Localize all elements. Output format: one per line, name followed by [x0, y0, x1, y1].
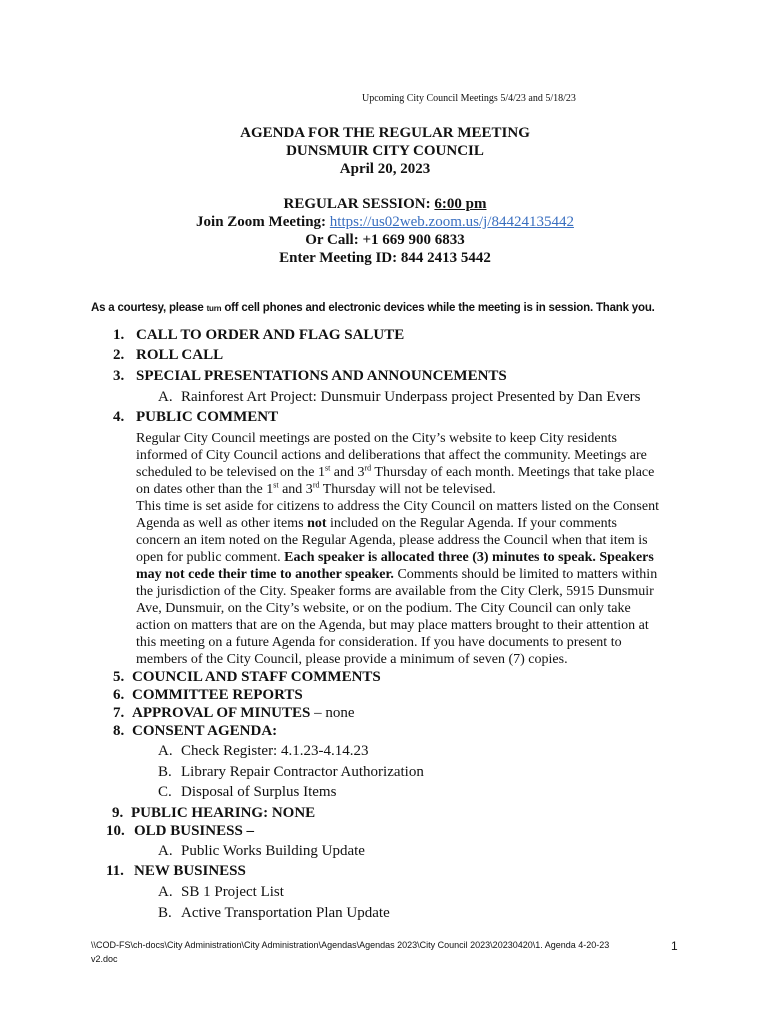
subitem-letter: A. [158, 389, 173, 405]
item-label: CALL TO ORDER AND FLAG SALUTE [136, 327, 405, 343]
item-number: 1. [113, 327, 125, 343]
subitem-text: Public Works Building Update [181, 843, 365, 859]
text-line: scheduled to be televised on the 1st and 3rd Thursday of each month. Meetings that take place [136, 463, 655, 480]
item-number: 11. [106, 863, 124, 879]
item-label: COMMITTEE REPORTS [132, 687, 303, 703]
subitem-letter: A. [158, 743, 173, 759]
page-number: 1 [671, 939, 678, 953]
agenda-item-6 [113, 687, 303, 704]
item-number: 2. [113, 347, 125, 363]
item-label: NEW BUSINESS [134, 863, 246, 879]
text-line: may not cede their time to another speaker. Comments should be limited to matters within [136, 567, 658, 582]
item-number: 8. [113, 723, 125, 739]
subitem-letter: B. [158, 905, 172, 921]
text-line: Ave, Dunsmuir, on the City’s website, or on the podium. The City Council can only take [136, 601, 631, 616]
text-line: This time is set aside for citizens to address the City Council on matters listed on the Consent [136, 499, 659, 514]
agenda-item-4 [113, 409, 278, 426]
subitem-text: Rainforest Art Project: Dunsmuir Underpass project Presented by Dan Evers [181, 389, 641, 405]
text-line: open for public comment. Each speaker is allocated three (3) minutes to speak. Speakers [136, 550, 654, 565]
text-line: on dates other than the 1st and 3rd Thursday will not be televised. [136, 480, 496, 497]
courtesy-small-word: turn [206, 304, 222, 313]
subitem-letter: B. [158, 764, 172, 780]
agenda-title: AGENDA FOR THE REGULAR MEETING [240, 125, 530, 141]
text-line: Regular City Council meetings are posted on the City’s website to keep City residents [136, 431, 617, 446]
meeting-id-line: Enter Meeting ID: 844 2413 5442 [279, 250, 491, 266]
agenda-subitem-8c [158, 784, 336, 801]
agenda-item-11 [106, 863, 246, 880]
subitem-text: Check Register: 4.1.23-4.14.23 [181, 743, 369, 759]
courtesy-notice [91, 302, 655, 314]
item-label: PUBLIC COMMENT [136, 409, 279, 425]
file-path-footer [91, 938, 609, 966]
subitem-letter: A. [158, 843, 173, 859]
session-label: REGULAR SESSION: [283, 196, 431, 212]
item-label: COUNCIL AND STAFF COMMENTS [132, 669, 381, 685]
regular-session-line [0, 195, 770, 213]
session-time: 6:00 pm [434, 196, 487, 212]
agenda-item-10 [106, 823, 254, 840]
text-line: action on matters that are on the Agenda, but may place matters brought to their attention at [136, 618, 649, 633]
item-label: APPROVAL OF MINUTES [132, 705, 311, 721]
file-path-line: \\COD-FS\ch-docs\City Administration\City Administration\Agendas\Agendas 2023\City Council 2023\20230420\1. Agenda 4-20-23 [91, 940, 610, 950]
agenda-subitem-3a [158, 389, 640, 406]
public-comment-text [136, 430, 659, 668]
text-line: the jurisdiction of the City. Speaker forms are available from the City Clerk, 5915 Dunsmuir [136, 584, 654, 599]
item-suffix: – none [310, 705, 355, 721]
text-line: members of the City Council, please provide a minimum of seven (7) copies. [136, 652, 568, 667]
subitem-text: Disposal of Surplus Items [181, 784, 337, 800]
meeting-date: April 20, 2023 [339, 161, 431, 177]
item-number: 7. [113, 705, 125, 721]
council-name: DUNSMUIR CITY COUNCIL [286, 143, 484, 159]
text-line: this meeting on a future Agenda for consideration. If you have documents to present to [136, 635, 622, 650]
agenda-subitem-11b [158, 905, 390, 922]
text-line: informed of City Council actions and deliberations that affect the community. Meetings are [136, 448, 647, 463]
item-label: PUBLIC HEARING: NONE [131, 805, 316, 821]
subitem-text: SB 1 Project List [181, 884, 284, 900]
subitem-letter: A. [158, 884, 173, 900]
agenda-subitem-11a [158, 884, 284, 901]
agenda-item-8 [113, 723, 277, 740]
courtesy-part1: As a courtesy, please [91, 302, 204, 314]
agenda-item-7 [113, 705, 355, 722]
agenda-item-2 [113, 347, 223, 364]
item-number: 4. [113, 409, 125, 425]
item-label: CONSENT AGENDA: [132, 723, 278, 739]
agenda-item-1 [113, 327, 404, 344]
item-number: 3. [113, 368, 125, 384]
zoom-link[interactable]: https://us02web.zoom.us/j/84424135442 [329, 214, 574, 230]
zoom-line [0, 213, 770, 231]
header-note: Upcoming City Council Meetings 5/4/23 and 5/18/23 [362, 93, 576, 104]
item-number: 6. [113, 687, 125, 703]
agenda-item-3 [113, 368, 507, 385]
call-line: Or Call: +1 669 900 6833 [305, 232, 465, 248]
zoom-label: Join Zoom Meeting: [196, 214, 327, 230]
item-number: 5. [113, 669, 125, 685]
agenda-subitem-8b [158, 764, 424, 781]
text-line: Agenda as well as other items not included on the Regular Agenda. If your comments [136, 516, 617, 531]
agenda-subitem-10a [158, 843, 365, 860]
file-path-line: v2.doc [91, 954, 118, 964]
item-label: SPECIAL PRESENTATIONS AND ANNOUNCEMENTS [136, 368, 507, 384]
agenda-item-9 [112, 805, 315, 822]
item-number: 9. [112, 805, 124, 821]
courtesy-part2: off cell phones and electronic devices while the meeting is in session. Thank you. [224, 302, 655, 314]
agenda-subitem-8a [158, 743, 368, 760]
subitem-letter: C. [158, 784, 172, 800]
item-number: 10. [106, 823, 125, 839]
subitem-text: Active Transportation Plan Update [181, 905, 390, 921]
text-line: concern an item noted on the Regular Agenda, please address the Council when that item is [136, 533, 648, 548]
agenda-item-5 [113, 669, 381, 686]
subitem-text: Library Repair Contractor Authorization [181, 764, 424, 780]
item-label: ROLL CALL [136, 347, 224, 363]
item-label: OLD BUSINESS – [134, 823, 255, 839]
